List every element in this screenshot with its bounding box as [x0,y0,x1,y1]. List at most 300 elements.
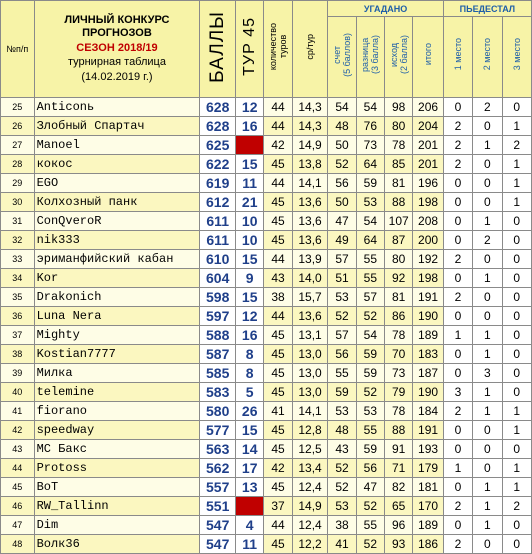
guessed-outcome-cell: 91 [385,440,413,459]
avg-per-tour-cell: 13,6 [292,307,328,326]
score-cell: 577 [200,421,236,440]
row-number-cell: 44 [1,459,35,478]
podium-first-cell: 0 [443,421,472,440]
row-number-cell: 46 [1,497,35,516]
tours-count-cell: 45 [264,155,292,174]
score-cell: 611 [200,231,236,250]
podium-third-cell: 0 [502,98,531,117]
tours-count-cell: 42 [264,136,292,155]
table-row [1,98,532,117]
score-cell: 585 [200,364,236,383]
podium-third-cell: 1 [502,402,531,421]
table-row [1,478,532,497]
player-name-cell: Manoel [34,136,200,155]
tours-count-cell: 45 [264,231,292,250]
avg-per-tour-cell: 13,0 [292,364,328,383]
tour-score-cell [236,497,264,516]
tours-count-cell: 45 [264,421,292,440]
avg-per-tour-cell: 14,0 [292,269,328,288]
tour-score-cell: 10 [236,212,264,231]
tours-count-cell: 44 [264,117,292,136]
player-name-cell: Anticonь [34,98,200,117]
guessed-exact-cell: 56 [328,345,356,364]
tours-count-cell: 45 [264,326,292,345]
player-name-cell: MC Бакс [34,440,200,459]
avg-per-tour-cell: 14,9 [292,497,328,516]
row-number-cell: 26 [1,117,35,136]
guessed-diff-cell: 55 [356,516,384,535]
guessed-diff-cell: 76 [356,117,384,136]
player-name-cell: Колхозный панк [34,193,200,212]
table-row [1,117,532,136]
guessed-total-cell: 193 [413,440,443,459]
guessed-total-cell: 201 [413,155,443,174]
tours-count-cell: 45 [264,383,292,402]
tours-count-cell: 45 [264,535,292,554]
row-number-cell: 48 [1,535,35,554]
podium-third-cell: 0 [502,288,531,307]
guessed-outcome-cell: 65 [385,497,413,516]
guessed-group-header: УГАДАНО [328,1,443,17]
podium-first-cell: 0 [443,269,472,288]
podium-third-cell: 0 [502,307,531,326]
title-block [34,1,200,98]
avg-per-tour-cell: 12,2 [292,535,328,554]
podium-second-cell: 0 [473,535,502,554]
guessed-total-cell: 206 [413,98,443,117]
guessed-outcome-cell: 70 [385,345,413,364]
podium-third-cell: 0 [502,516,531,535]
player-name-cell: Protoss [34,459,200,478]
podium-third-cell: 0 [502,364,531,383]
guessed-total-cell: 198 [413,193,443,212]
row-number-cell: 32 [1,231,35,250]
guessed-outcome-cell: 82 [385,478,413,497]
guessed-outcome-cell: 73 [385,364,413,383]
tours-count-cell: 43 [264,269,292,288]
row-number-cell: 28 [1,155,35,174]
podium-first-cell: 0 [443,516,472,535]
tour-score-cell: 5 [236,383,264,402]
podium-first-cell: 2 [443,250,472,269]
player-name-cell: Kor [34,269,200,288]
guessed-diff-cell: 53 [356,402,384,421]
podium-third-cell: 0 [502,345,531,364]
tours-count-cell: 45 [264,193,292,212]
title-line1: ЛИЧНЫЙ КОНКУРС [64,14,170,26]
podium-first-cell: 1 [443,326,472,345]
guessed-diff-header: разница (3 балла) [356,17,384,98]
avg-per-tour-cell: 12,8 [292,421,328,440]
podium-third-cell: 1 [502,117,531,136]
subtitle-line1: турнирная таблица [67,56,166,68]
podium-second-cell: 1 [473,136,502,155]
guessed-exact-cell: 52 [328,478,356,497]
guessed-diff-cell: 64 [356,155,384,174]
guessed-outcome-cell: 107 [385,212,413,231]
guessed-diff-cell: 59 [356,364,384,383]
guessed-exact-cell: 52 [328,459,356,478]
player-name-cell: Mighty [34,326,200,345]
row-number-cell: 39 [1,364,35,383]
guessed-total-cell: 198 [413,269,443,288]
score-cell: 610 [200,250,236,269]
guessed-diff-cell: 64 [356,231,384,250]
guessed-outcome-cell: 81 [385,174,413,193]
row-number-cell: 47 [1,516,35,535]
guessed-exact-cell: 50 [328,193,356,212]
guessed-exact-cell: 52 [328,307,356,326]
table-row [1,136,532,155]
score-cell: 580 [200,402,236,421]
guessed-diff-cell: 56 [356,459,384,478]
avg-per-tour-cell: 12,5 [292,440,328,459]
player-name-cell: RW_Tallinn [34,497,200,516]
score-cell: 583 [200,383,236,402]
podium-group-header: ПЬЕДЕСТАЛ [443,1,531,17]
guessed-exact-cell: 53 [328,497,356,516]
podium-first-cell: 2 [443,288,472,307]
guessed-diff-cell: 54 [356,212,384,231]
guessed-exact-cell: 47 [328,212,356,231]
row-number-cell: 37 [1,326,35,345]
guessed-diff-cell: 53 [356,193,384,212]
tours-count-cell: 38 [264,288,292,307]
podium-2-header: 2 место [473,17,502,98]
tours-count-cell: 44 [264,174,292,193]
podium-second-cell: 0 [473,440,502,459]
podium-second-cell: 1 [473,497,502,516]
guessed-outcome-cell: 80 [385,250,413,269]
guessed-exact-cell: 48 [328,421,356,440]
guessed-exact-cell: 48 [328,117,356,136]
guessed-exact-cell: 41 [328,535,356,554]
guessed-diff-cell: 55 [356,269,384,288]
avg-per-tour-cell: 14,3 [292,117,328,136]
guessed-total-cell: 196 [413,174,443,193]
guessed-diff-cell: 54 [356,326,384,345]
row-number-cell: 40 [1,383,35,402]
tour-score-cell: 8 [236,345,264,364]
podium-second-cell: 1 [473,516,502,535]
podium-first-cell: 0 [443,345,472,364]
table-row [1,516,532,535]
guessed-exact-cell: 56 [328,174,356,193]
player-name-cell: ConQveroR [34,212,200,231]
guessed-diff-cell: 55 [356,250,384,269]
podium-first-cell: 2 [443,402,472,421]
score-cell: 625 [200,136,236,155]
guessed-total-cell: 201 [413,136,443,155]
score-cell: 611 [200,212,236,231]
tours-count-cell: 45 [264,364,292,383]
player-name-cell: BoT [34,478,200,497]
podium-first-cell: 1 [443,459,472,478]
guessed-diff-cell: 52 [356,497,384,516]
guessed-outcome-cell: 78 [385,326,413,345]
tours-count-cell: 42 [264,459,292,478]
guessed-exact-cell: 54 [328,98,356,117]
table-row [1,212,532,231]
score-cell: 557 [200,478,236,497]
table-row [1,250,532,269]
guessed-outcome-cell: 78 [385,136,413,155]
tour-score-cell: 12 [236,307,264,326]
season-label: СЕЗОН 2018/19 [76,42,158,54]
table-row [1,231,532,250]
avg-per-tour-cell: 13,6 [292,193,328,212]
podium-first-cell: 0 [443,440,472,459]
guessed-diff-cell: 47 [356,478,384,497]
row-number-cell: 36 [1,307,35,326]
tours-count-cell: 45 [264,345,292,364]
guessed-outcome-cell: 80 [385,117,413,136]
player-name-cell: nik333 [34,231,200,250]
guessed-diff-cell: 54 [356,98,384,117]
row-number-cell: 35 [1,288,35,307]
guessed-total-cell: 191 [413,288,443,307]
score-cell: 587 [200,345,236,364]
num-header: №п/п [1,1,35,98]
tour-score-cell: 10 [236,231,264,250]
guessed-total-cell: 170 [413,497,443,516]
table-row [1,345,532,364]
score-cell: 588 [200,326,236,345]
row-number-cell: 33 [1,250,35,269]
guessed-exact-cell: 53 [328,402,356,421]
table-row [1,155,532,174]
row-number-cell: 31 [1,212,35,231]
score-cell: 628 [200,98,236,117]
guessed-total-cell: 187 [413,364,443,383]
podium-second-cell: 2 [473,231,502,250]
podium-third-cell: 1 [502,478,531,497]
podium-second-cell: 1 [473,269,502,288]
podium-second-cell: 0 [473,307,502,326]
avg-per-tour-cell: 13,9 [292,250,328,269]
table-row [1,383,532,402]
podium-first-cell: 2 [443,535,472,554]
score-cell: 563 [200,440,236,459]
tour-score-cell: 21 [236,193,264,212]
tours-count-cell: 37 [264,497,292,516]
podium-third-cell: 0 [502,231,531,250]
table-row [1,459,532,478]
podium-third-cell: 0 [502,535,531,554]
player-name-cell: Kostian7777 [34,345,200,364]
tour-score-cell: 13 [236,478,264,497]
guessed-outcome-cell: 71 [385,459,413,478]
podium-3-header: 3 место [502,17,531,98]
table-row [1,440,532,459]
guessed-exact-cell: 55 [328,364,356,383]
podium-third-cell: 2 [502,136,531,155]
podium-third-cell: 1 [502,193,531,212]
tour-score-cell: 15 [236,421,264,440]
guessed-outcome-cell: 78 [385,402,413,421]
guessed-outcome-cell: 87 [385,231,413,250]
avg-per-tour-cell: 13,6 [292,231,328,250]
guessed-exact-cell: 51 [328,269,356,288]
guessed-total-cell: 190 [413,307,443,326]
podium-second-cell: 1 [473,402,502,421]
tour-score-cell: 16 [236,117,264,136]
podium-first-cell: 0 [443,193,472,212]
score-cell: 622 [200,155,236,174]
avg-per-tour-cell: 13,1 [292,326,328,345]
guessed-exact-cell: 43 [328,440,356,459]
row-number-cell: 27 [1,136,35,155]
avg-per-tour-cell: 13,0 [292,345,328,364]
podium-second-cell: 2 [473,98,502,117]
podium-third-cell: 0 [502,383,531,402]
avg-per-tour-cell: 12,4 [292,516,328,535]
title-line2: ПРОГНОЗОВ [82,27,152,39]
standings-body [1,98,532,554]
tours-count-cell: 44 [264,516,292,535]
row-number-cell: 34 [1,269,35,288]
subtitle-line2: (14.02.2019 г.) [81,71,153,83]
avg-per-tour-cell: 13,4 [292,459,328,478]
guessed-diff-cell: 52 [356,535,384,554]
guessed-outcome-cell: 98 [385,98,413,117]
guessed-exact-cell: 53 [328,288,356,307]
row-number-cell: 42 [1,421,35,440]
podium-first-cell: 3 [443,383,472,402]
podium-first-cell: 0 [443,98,472,117]
guessed-outcome-cell: 86 [385,307,413,326]
podium-second-cell: 0 [473,459,502,478]
avg-per-tour-cell: 14,1 [292,174,328,193]
tour-score-cell: 9 [236,269,264,288]
player-name-cell: fiorano [34,402,200,421]
row-number-cell: 41 [1,402,35,421]
avg-header: ср/тур [292,1,328,98]
podium-1-header: 1 место [443,17,472,98]
guessed-outcome-cell: 93 [385,535,413,554]
row-number-cell: 38 [1,345,35,364]
avg-per-tour-cell: 12,4 [292,478,328,497]
guessed-total-cell: 189 [413,326,443,345]
avg-per-tour-cell: 15,7 [292,288,328,307]
podium-first-cell: 0 [443,212,472,231]
podium-first-cell: 0 [443,231,472,250]
tours-count-header: количество туров [264,1,292,98]
tour-score-cell: 4 [236,516,264,535]
score-header: БАЛЛЫ [200,1,236,98]
tours-count-cell: 44 [264,98,292,117]
podium-third-cell: 0 [502,440,531,459]
podium-second-cell: 0 [473,250,502,269]
avg-per-tour-cell: 13,0 [292,383,328,402]
avg-per-tour-cell: 13,6 [292,212,328,231]
guessed-total-cell: 183 [413,345,443,364]
avg-per-tour-cell: 14,9 [292,136,328,155]
podium-first-cell: 0 [443,364,472,383]
guessed-diff-cell: 52 [356,383,384,402]
guessed-diff-cell: 59 [356,345,384,364]
podium-first-cell: 2 [443,497,472,516]
row-number-cell: 29 [1,174,35,193]
podium-second-cell: 0 [473,193,502,212]
player-name-cell: Милка [34,364,200,383]
guessed-diff-cell: 52 [356,307,384,326]
tour-score-cell [236,136,264,155]
avg-per-tour-cell: 13,8 [292,155,328,174]
score-cell: 597 [200,307,236,326]
guessed-outcome-cell: 92 [385,269,413,288]
guessed-outcome-cell: 88 [385,421,413,440]
podium-third-cell: 0 [502,269,531,288]
podium-second-cell: 0 [473,288,502,307]
table-row [1,402,532,421]
score-cell: 598 [200,288,236,307]
tour-header: ТУР 45 [236,1,264,98]
guessed-exact-cell: 59 [328,383,356,402]
guessed-total-cell: 186 [413,535,443,554]
score-cell: 619 [200,174,236,193]
score-cell: 562 [200,459,236,478]
guessed-exact-cell: 38 [328,516,356,535]
tour-score-cell: 15 [236,288,264,307]
podium-second-cell: 1 [473,478,502,497]
podium-third-cell: 1 [502,174,531,193]
tour-score-cell: 15 [236,155,264,174]
tour-score-cell: 17 [236,459,264,478]
avg-per-tour-cell: 14,1 [292,402,328,421]
score-cell: 628 [200,117,236,136]
tour-score-cell: 16 [236,326,264,345]
tour-score-cell: 8 [236,364,264,383]
guessed-outcome-cell: 81 [385,288,413,307]
score-cell: 612 [200,193,236,212]
player-name-cell: Злобный Спартач [34,117,200,136]
guessed-total-cell: 189 [413,516,443,535]
score-cell: 604 [200,269,236,288]
tours-count-cell: 45 [264,478,292,497]
guessed-outcome-cell: 88 [385,193,413,212]
row-number-cell: 30 [1,193,35,212]
table-row [1,535,532,554]
tour-score-cell: 12 [236,98,264,117]
guessed-exact-cell: 52 [328,155,356,174]
table-row [1,497,532,516]
table-row [1,326,532,345]
guessed-total-cell: 181 [413,478,443,497]
guessed-outcome-cell: 79 [385,383,413,402]
guessed-total-cell: 190 [413,383,443,402]
podium-second-cell: 1 [473,383,502,402]
table-row [1,269,532,288]
podium-first-cell: 0 [443,478,472,497]
guessed-total-cell: 179 [413,459,443,478]
row-number-cell: 43 [1,440,35,459]
podium-second-cell: 0 [473,174,502,193]
tour-score-cell: 26 [236,402,264,421]
podium-second-cell: 0 [473,421,502,440]
player-name-cell: speedway [34,421,200,440]
table-row [1,421,532,440]
guessed-outcome-cell: 85 [385,155,413,174]
podium-third-cell: 0 [502,326,531,345]
podium-second-cell: 3 [473,364,502,383]
table-row [1,307,532,326]
table-row [1,193,532,212]
podium-first-cell: 0 [443,174,472,193]
guessed-outcome-cell: 96 [385,516,413,535]
score-cell: 551 [200,497,236,516]
guessed-total-cell: 204 [413,117,443,136]
